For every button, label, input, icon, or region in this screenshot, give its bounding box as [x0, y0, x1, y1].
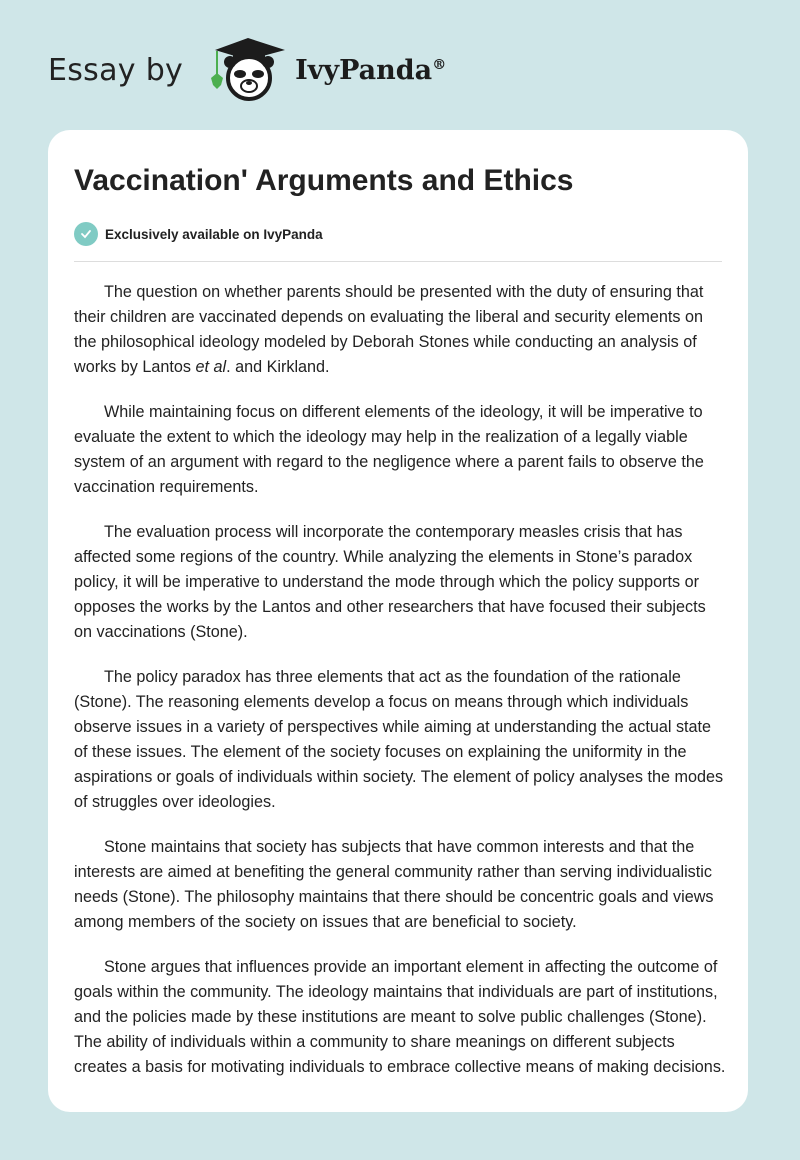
brand-text: IvyPanda — [295, 54, 433, 86]
paragraph: The policy paradox has three elements that act as the foundation of the rationale (Stone). The reasoning elements develop a focus on means through which individuals observe issues in a variety of perspectives while aiming at understanding the actual state of these issues. The element of the society focuses on explaining the uniformity in the aspirations or goals of individuals within society. The element of policy analyses the modes of struggles over ideologies. — [74, 668, 724, 811]
site-header — [48, 38, 446, 102]
check-icon — [74, 222, 98, 246]
page-title: Vaccination' Arguments and Ethics — [74, 164, 574, 197]
ivypanda-logo-icon[interactable] — [203, 38, 293, 102]
brand-name — [295, 55, 446, 86]
badge-label: Exclusively available on IvyPanda — [105, 226, 323, 242]
paragraph: While maintaining focus on different elements of the ideology, it will be imperative to evaluate the extent to which the ideology may help in the realization of a legally viable system of an argument with regard to the negligence where a parent fails to observe the vaccination requirements. — [74, 403, 704, 496]
paragraph-text: . and Kirkland. — [226, 358, 330, 376]
paragraph: Stone maintains that society has subjects that have common interests and that the interests are aimed at benefiting the general community rather than serving individualistic needs (Stone). The philosophy maintains that there should be concentric goals and views among members of the society on issues that are beneficial to society. — [74, 838, 714, 931]
essay-card — [48, 130, 748, 1112]
paragraph-italic: et al — [195, 358, 227, 376]
essay-body — [74, 280, 726, 1100]
registered-mark: ® — [432, 56, 447, 73]
essay-by-label: Essay by — [48, 52, 184, 88]
exclusive-badge — [74, 222, 323, 246]
paragraph: Stone argues that influences provide an important element in affecting the outcome of goals within the community. The ideology maintains that individuals are part of institutions, and the policies made by these institutions are meant to solve public challenges (Stone). The ability of individuals within a community to share meanings on different subjects creates a basis for motivating individuals to embrace collective means of making decisions. — [74, 958, 726, 1076]
divider — [74, 261, 722, 262]
paragraph-text: The question on whether parents should be presented with the duty of ensuring that their children are vaccinated depends on evaluating the liberal and security elements on the philosophical ideology modeled by Deborah Stones while conducting an analysis of works by Lantos — [74, 283, 704, 376]
paragraph — [74, 280, 726, 380]
paragraph: The evaluation process will incorporate the contemporary measles crisis that has affected some regions of the country. While analyzing the elements in Stone’s paradox policy, it will be imperative to understand the mode through which the policy supports or opposes the works by the Lantos and other researchers that have focused their subjects on vaccinations (Stone). — [74, 523, 706, 641]
